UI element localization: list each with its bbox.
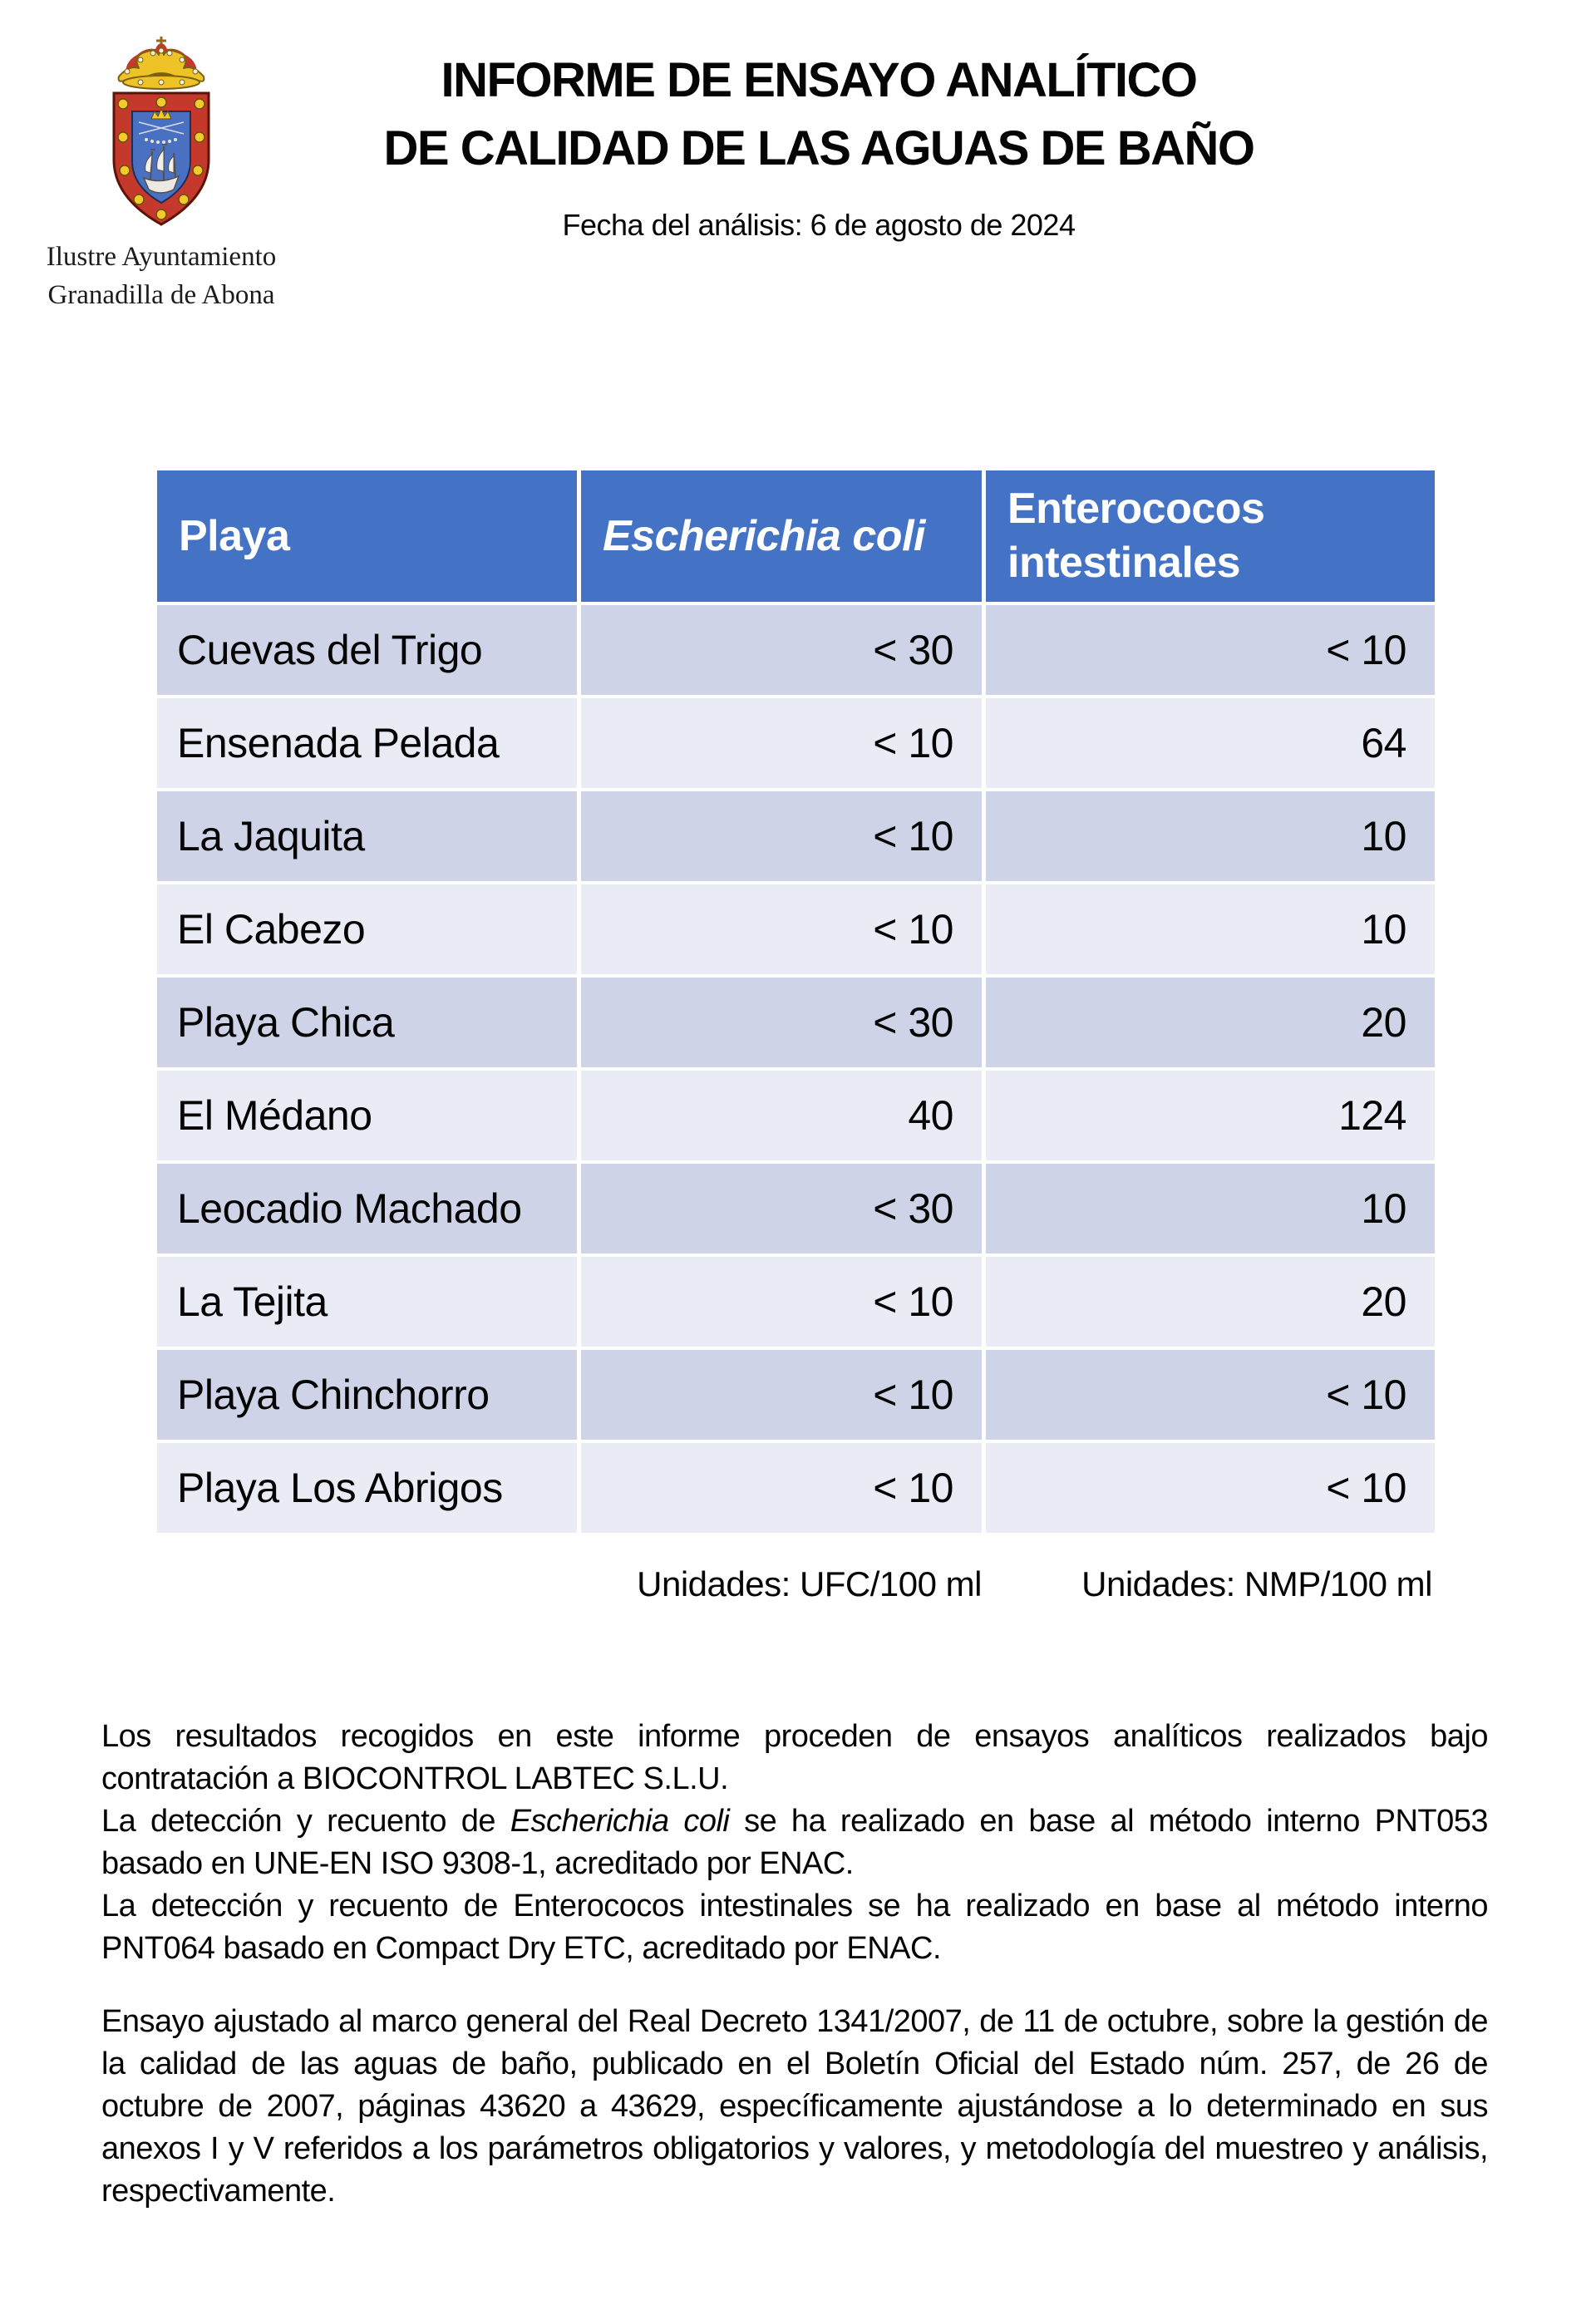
ecoli-value-cell: < 10 (581, 1257, 982, 1347)
notes-section (101, 1716, 1488, 2213)
table-row (157, 1071, 1435, 1160)
note-paragraph-entero-method: La detección y recuento de Enterococos intestinales se ha realizado en base al método interno PNT064 basado en Compact Dry ETC, acreditado por ENAC. (101, 1889, 1488, 1966)
note-paragraph-ecoli-method (101, 1800, 1488, 1885)
table-row (157, 605, 1435, 695)
note-p2-species-italic: Escherichia coli (510, 1804, 730, 1839)
entero-value-cell: 10 (986, 1164, 1435, 1253)
entero-value-cell: 20 (986, 1257, 1435, 1347)
note-p2-post: se ha realizado en base al método interno PNT053 basado en UNE-EN ISO 9308-1, acreditado por ENAC. (101, 1804, 1489, 1881)
ecoli-value-cell: < 30 (581, 1164, 982, 1253)
org-name-line1: Ilustre Ayuntamiento (46, 242, 277, 272)
table-row (157, 1257, 1435, 1347)
ecoli-value-cell: < 10 (581, 698, 982, 788)
ecoli-value-cell: < 30 (581, 605, 982, 695)
beach-name-cell: La Jaquita (157, 791, 577, 881)
beach-name-cell: Playa Chica (157, 978, 577, 1067)
ecoli-value-cell: < 10 (581, 1443, 982, 1533)
results-table (153, 467, 1439, 1536)
report-title-line2: DE CALIDAD DE LAS AGUAS DE BAÑO (383, 121, 1254, 175)
entero-value-cell: 124 (986, 1071, 1435, 1160)
beach-name-cell: El Médano (157, 1071, 577, 1160)
entero-value-cell: < 10 (986, 1350, 1435, 1440)
table-row (157, 1443, 1435, 1533)
entero-value-cell: 10 (986, 791, 1435, 881)
ecoli-value-cell: < 10 (581, 1350, 982, 1440)
org-name-line2: Granadilla de Abona (47, 279, 275, 310)
entero-value-cell: < 10 (986, 605, 1435, 695)
table-row (157, 1164, 1435, 1253)
beach-name-cell: El Cabezo (157, 884, 577, 974)
entero-value-cell: 64 (986, 698, 1435, 788)
table-row (157, 698, 1435, 788)
note-p2-pre: La detección y recuento de (101, 1804, 510, 1839)
ecoli-value-cell: < 10 (581, 884, 982, 974)
entero-value-cell: 20 (986, 978, 1435, 1067)
table-row (157, 978, 1435, 1067)
municipal-logo (40, 35, 283, 314)
units-entero-label: Unidades: NMP/100 ml (1081, 1564, 1432, 1603)
analysis-date: Fecha del análisis: 6 de agosto de 2024 (562, 208, 1076, 242)
entero-value-cell: < 10 (986, 1443, 1435, 1533)
ecoli-value-cell: < 30 (581, 978, 982, 1067)
beach-name-cell: Leocadio Machado (157, 1164, 577, 1253)
units-ecoli-label: Unidades: UFC/100 ml (637, 1564, 982, 1603)
column-header-beach: Playa (157, 470, 577, 602)
ecoli-value-cell: < 10 (581, 791, 982, 881)
column-header-entero: Enterococos intestinales (986, 470, 1435, 602)
beach-name-cell: La Tejita (157, 1257, 577, 1347)
table-row (157, 791, 1435, 881)
table-row (157, 884, 1435, 974)
beach-name-cell: Playa Chinchorro (157, 1350, 577, 1440)
entero-value-cell: 10 (986, 884, 1435, 974)
column-header-ecoli: Escherichia coli (581, 470, 982, 602)
table-header-row (157, 470, 1435, 602)
report-title-line1: INFORME DE ENSAYO ANALÍTICO (441, 53, 1197, 107)
beach-name-cell: Playa Los Abrigos (157, 1443, 577, 1533)
coat-of-arms-icon (107, 35, 215, 230)
note-paragraph-legal: Ensayo ajustado al marco general del Real Decreto 1341/2007, de 11 de octubre, sobre la gestión de la calidad de las aguas de baño, publicado en el Boletín Oficial del Estado núm. 257, de 26 de octubre de 2007, páginas 43620 a 43629, específicamente ajustándose a lo determinado en sus anexos I y V referidos a los parámetros obligatorios y valores, y metodología del muestreo y análisis, respectivamente. (101, 2004, 1488, 2209)
units-row (153, 1564, 1439, 1604)
beach-name-cell: Cuevas del Trigo (157, 605, 577, 695)
beach-name-cell: Ensenada Pelada (157, 698, 577, 788)
note-paragraph-contracting: Los resultados recogidos en este informe proceden de ensayos analíticos realizados bajo contratación a BIOCONTROL LABTEC S.L.U. (101, 1719, 1488, 1796)
ecoli-value-cell: 40 (581, 1071, 982, 1160)
report-header (283, 47, 1355, 243)
table-row (157, 1350, 1435, 1440)
